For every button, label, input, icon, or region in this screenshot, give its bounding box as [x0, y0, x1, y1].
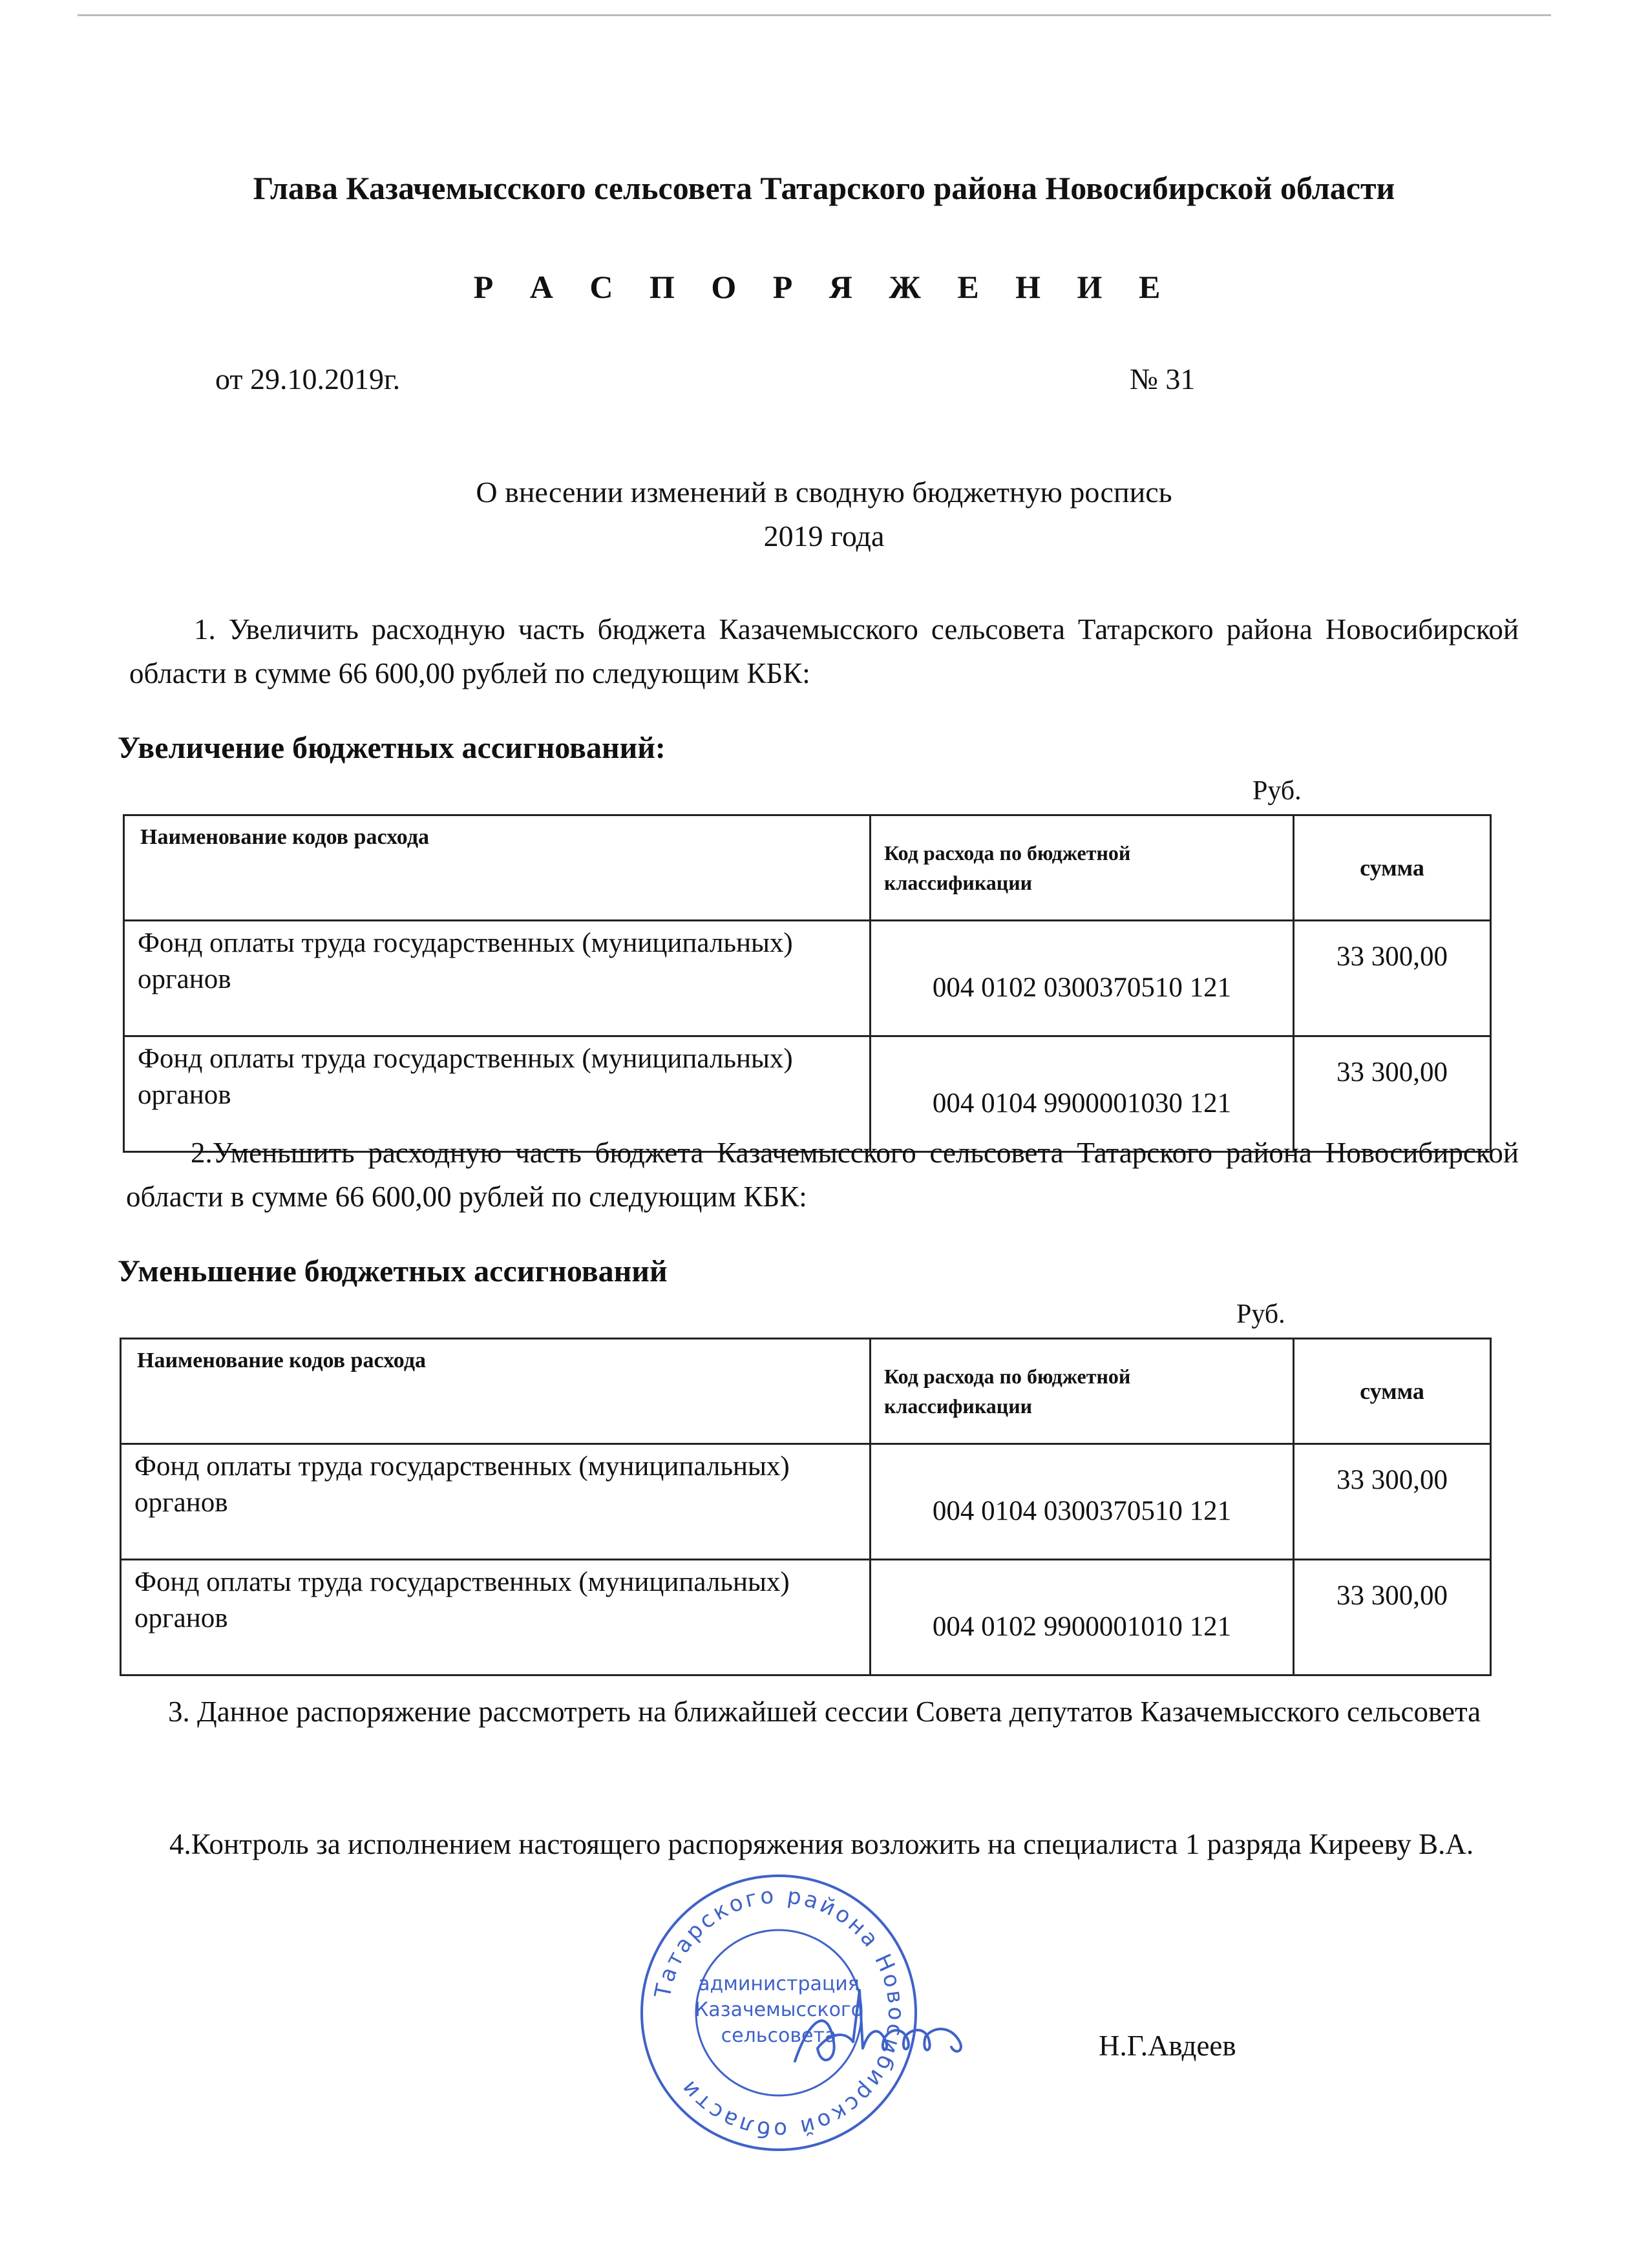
handwritten-signature [782, 1964, 976, 2094]
expense-name-cell: Фонд оплаты труда государственных (муниципальных) органов [121, 1560, 871, 1675]
table-row [124, 921, 1491, 1036]
column-header-sum: сумма [1294, 815, 1491, 921]
expense-code-cell: 004 0104 9900001030 121 [871, 1036, 1294, 1152]
header-title: Глава Казачемысского сельсовета Татарского района Новосибирской области [253, 170, 1395, 206]
table-row [121, 1444, 1491, 1560]
document-date: от 29.10.2019г. [215, 362, 401, 395]
section-heading-decrease: Уменьшение бюджетных ассигнований [118, 1254, 668, 1288]
table-header-row [124, 815, 1491, 921]
paragraph-2: 2.Уменьшить расходную часть бюджета Казачемысского сельсовета Татарского района Новосибирской области в сумме 66 600,00 рублей по следующим КБК: [126, 1137, 1519, 1213]
expense-sum-cell: 33 300,00 [1294, 921, 1491, 1036]
decrease-table [120, 1338, 1492, 1676]
column-header-name: Наименование кодов расхода [124, 815, 871, 921]
stamp-center-line-3: сельсовета [721, 2024, 837, 2047]
currency-unit: Руб. [1236, 1299, 1285, 1329]
expense-code-cell: 004 0102 0300370510 121 [871, 921, 1294, 1036]
signer-name: Н.Г.Авдеев [1099, 2030, 1236, 2062]
document-type: Р А С П О Р Я Ж Е Н И Е [473, 269, 1175, 305]
section-heading-increase: Увеличение бюджетных ассигнований: [118, 731, 666, 765]
column-header-code: Код расхода по бюджетной классификации [871, 815, 1294, 921]
table-row [121, 1560, 1491, 1675]
stamp-center-line-1: администрация [698, 1973, 860, 1995]
expense-sum-cell: 33 300,00 [1294, 1560, 1491, 1675]
column-header-code: Код расхода по бюджетной классификации [871, 1339, 1294, 1444]
paragraph-1: 1. Увеличить расходную часть бюджета Казачемысского сельсовета Татарского района Новосибирской области в сумме 66 600,00 рублей по следующим КБК: [129, 613, 1519, 689]
increase-table [123, 814, 1492, 1153]
expense-code-cell: 004 0104 0300370510 121 [871, 1444, 1294, 1560]
paragraph-3: 3. Данное распоряжение рассмотреть на ближайшей сессии Совета депутатов Казачемысского сельсовета [168, 1696, 1481, 1728]
table-header-row [121, 1339, 1491, 1444]
stamp-center-line-2: Казачемысского [694, 1999, 863, 2021]
top-edge-line [78, 14, 1551, 16]
expense-sum-cell: 33 300,00 [1294, 1444, 1491, 1560]
subject-line-2: 2019 года [763, 520, 885, 552]
document-number: № 31 [1130, 362, 1196, 395]
expense-sum-cell: 33 300,00 [1294, 1036, 1491, 1152]
document-subject [0, 470, 1648, 558]
expense-name-cell: Фонд оплаты труда государственных (муниципальных) органов [121, 1444, 871, 1560]
expense-name-cell: Фонд оплаты труда государственных (муниципальных) органов [124, 1036, 871, 1152]
stamp-ring-text: Татарского района Новосибирской области [650, 1882, 909, 2143]
paragraph-4: 4.Контроль за исполнением настоящего распоряжения возложить на специалиста 1 разряда Кирееву В.А. [169, 1828, 1474, 1860]
column-header-name: Наименование кодов расхода [121, 1339, 871, 1444]
column-header-sum: сумма [1294, 1339, 1491, 1444]
subject-line-1: О внесении изменений в сводную бюджетную роспись [476, 476, 1172, 509]
currency-unit: Руб. [1252, 776, 1302, 806]
expense-name-cell: Фонд оплаты труда государственных (муниципальных) органов [124, 921, 871, 1036]
expense-code-cell: 004 0102 9900001010 121 [871, 1560, 1294, 1675]
